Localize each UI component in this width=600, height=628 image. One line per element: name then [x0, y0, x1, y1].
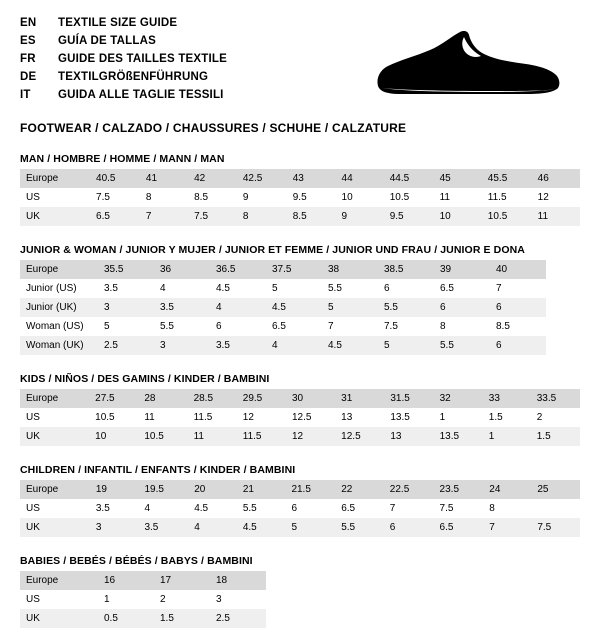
table-cell: 1.5 — [488, 412, 503, 423]
row-label: US — [26, 192, 40, 203]
table-cell: 8 — [237, 207, 287, 226]
table-cell: 3 — [216, 594, 222, 605]
table-cell: 0.5 — [98, 609, 154, 628]
table-cell: 7.5 — [96, 192, 110, 203]
table-cell: 11.5 — [487, 192, 507, 203]
table-row — [20, 389, 580, 408]
table-cell: 36 — [154, 260, 210, 279]
section-title: CHILDREN / INFANTIL / ENFANTS / KINDER / BAMBINI — [20, 464, 296, 476]
table-row — [20, 609, 266, 628]
dress-shoe-icon — [372, 30, 562, 105]
table-cell: 11 — [188, 427, 237, 446]
table-cell: 40.5 — [90, 169, 140, 188]
language-code: EN — [20, 17, 37, 29]
row-label: US — [26, 503, 40, 514]
table-row — [20, 336, 546, 355]
table-cell: 7 — [496, 283, 502, 294]
row-label: Junior (UK) — [20, 298, 98, 317]
row-label: US — [26, 594, 40, 605]
table-cell: 8 — [489, 503, 495, 514]
table-cell: 33 — [483, 389, 531, 408]
table-cell: 13 — [341, 412, 353, 423]
language-code: IT — [20, 89, 31, 101]
table-cell: 6 — [291, 503, 297, 514]
table-cell: 39 — [434, 260, 490, 279]
table-cell: 19.5 — [138, 480, 188, 499]
table-cell: 28 — [138, 389, 187, 408]
document-header — [20, 14, 580, 105]
language-title: TEXTILE SIZE GUIDE — [58, 17, 178, 29]
table-row — [20, 499, 580, 518]
table-cell: 6.5 — [90, 207, 140, 226]
table-cell — [531, 499, 580, 518]
table-cell: 45 — [434, 169, 482, 188]
table-cell: 10.5 — [482, 207, 532, 226]
table-row — [20, 207, 580, 226]
table-cell: 4 — [210, 298, 266, 317]
table-cell: 19 — [90, 480, 139, 499]
table-cell: 31.5 — [384, 389, 433, 408]
table-cell: 42.5 — [237, 169, 287, 188]
row-label: UK — [20, 518, 90, 537]
table-cell: 23.5 — [434, 480, 484, 499]
row-label: UK — [20, 427, 89, 446]
section-junior-woman — [20, 244, 580, 355]
table-cell: 7.5 — [439, 503, 454, 514]
language-code: ES — [20, 35, 36, 47]
table-cell: 41 — [140, 169, 188, 188]
table-cell: 7.5 — [384, 321, 398, 332]
table-row — [20, 518, 580, 537]
table-cell: 5.5 — [335, 518, 384, 537]
table-row — [20, 298, 546, 317]
table-cell: 10 — [434, 207, 482, 226]
table-cell: 4 — [160, 283, 166, 294]
language-row — [20, 50, 227, 68]
table-cell: 35.5 — [98, 260, 154, 279]
table-cell: 20 — [188, 480, 237, 499]
size-table-kids — [20, 389, 580, 446]
section-children — [20, 464, 580, 537]
table-cell: 10.5 — [138, 427, 187, 446]
table-cell: 18 — [210, 571, 266, 590]
table-cell: 46 — [532, 169, 580, 188]
table-cell: 10.5 — [389, 192, 410, 203]
table-cell: 42 — [188, 169, 237, 188]
table-cell: 13.5 — [434, 427, 483, 446]
table-cell: 3 — [154, 336, 210, 355]
language-title: GUIDE DES TAILLES TEXTILE — [58, 53, 227, 65]
table-cell: 6 — [490, 298, 546, 317]
language-row — [20, 14, 227, 32]
table-cell: 1.5 — [531, 427, 580, 446]
table-cell: 8 — [145, 192, 152, 203]
table-cell: 31 — [335, 389, 384, 408]
table-cell: 9 — [336, 207, 384, 226]
table-cell: 6.5 — [272, 321, 286, 332]
table-cell: 1 — [439, 412, 446, 423]
table-cell: 2.5 — [210, 609, 266, 628]
table-cell: 5.5 — [242, 503, 257, 514]
table-cell: 30 — [286, 389, 335, 408]
table-cell: 11 — [439, 192, 450, 203]
table-cell: 4.5 — [216, 283, 230, 294]
table-cell: 25 — [531, 480, 580, 499]
table-cell: 2.5 — [98, 336, 154, 355]
table-cell: 33.5 — [531, 389, 580, 408]
language-row — [20, 32, 227, 50]
row-label: Europe — [20, 571, 98, 590]
language-code: FR — [20, 53, 36, 65]
row-label: US — [26, 412, 40, 423]
table-cell: 45.5 — [482, 169, 532, 188]
table-row — [20, 408, 580, 427]
row-label: Europe — [20, 260, 98, 279]
section-title: KIDS / NIÑOS / DES GAMINS / KINDER / BAMBINI — [20, 373, 270, 385]
table-cell: 4 — [188, 518, 237, 537]
table-cell: 8.5 — [287, 207, 336, 226]
table-cell: 3 — [90, 518, 139, 537]
section-man — [20, 153, 580, 226]
table-cell: 21 — [237, 480, 286, 499]
table-cell: 4.5 — [237, 518, 286, 537]
section-title: MAN / HOMBRE / HOMME / MANN / MAN — [20, 153, 225, 165]
language-code: DE — [20, 71, 37, 83]
table-cell: 5.5 — [378, 298, 434, 317]
table-cell: 9 — [242, 192, 249, 203]
table-cell: 6 — [216, 321, 222, 332]
table-row — [20, 571, 266, 590]
table-cell: 4 — [144, 503, 151, 514]
table-cell: 4 — [266, 336, 322, 355]
table-cell: 3.5 — [154, 298, 210, 317]
table-cell: 6.5 — [341, 503, 356, 514]
table-cell: 11.5 — [237, 427, 286, 446]
table-cell: 13.5 — [390, 412, 410, 423]
table-cell: 5 — [322, 298, 378, 317]
table-cell: 9.5 — [384, 207, 434, 226]
table-cell: 11 — [532, 207, 580, 226]
size-table-junior-woman — [20, 260, 546, 355]
table-cell: 22 — [335, 480, 384, 499]
table-cell: 7 — [483, 518, 531, 537]
row-label: UK — [20, 207, 90, 226]
table-cell: 6 — [384, 518, 434, 537]
table-row — [20, 279, 546, 298]
table-cell: 4.5 — [322, 336, 378, 355]
table-row — [20, 260, 546, 279]
row-label: Europe — [20, 389, 89, 408]
table-cell: 2 — [536, 412, 543, 423]
table-cell: 6 — [434, 298, 490, 317]
section-kids — [20, 373, 580, 446]
language-row — [20, 86, 227, 104]
table-cell: 2 — [160, 594, 166, 605]
table-cell: 40 — [490, 260, 546, 279]
table-cell: 3.5 — [210, 336, 266, 355]
table-cell: 8 — [440, 321, 446, 332]
table-cell: 5 — [104, 321, 110, 332]
table-cell: 6.5 — [434, 518, 484, 537]
table-row — [20, 480, 580, 499]
table-cell: 29.5 — [237, 389, 286, 408]
table-cell: 12 — [286, 427, 335, 446]
table-cell: 44.5 — [384, 169, 434, 188]
table-cell: 24 — [483, 480, 531, 499]
language-title-list — [20, 14, 227, 104]
section-title: BABIES / BEBÉS / BÉBÉS / BABYS / BAMBINI — [20, 555, 253, 567]
language-title: TEXTILGRÖßENFÜHRUNG — [58, 71, 209, 83]
table-cell: 5.5 — [328, 283, 342, 294]
category-heading: FOOTWEAR / CALZADO / CHAUSSURES / SCHUHE / CALZATURE — [20, 121, 407, 135]
table-cell: 1 — [104, 594, 110, 605]
table-cell: 6.5 — [440, 283, 454, 294]
table-row — [20, 427, 580, 446]
table-cell: 44 — [336, 169, 384, 188]
table-cell: 1 — [483, 427, 531, 446]
language-row — [20, 68, 227, 86]
table-row — [20, 317, 546, 336]
table-cell: 7.5 — [531, 518, 580, 537]
table-cell: 3.5 — [104, 283, 118, 294]
table-cell: 6 — [490, 336, 546, 355]
table-cell: 5 — [285, 518, 335, 537]
row-label: Europe — [20, 480, 90, 499]
table-cell: 7.5 — [188, 207, 237, 226]
table-cell: 4.5 — [194, 503, 209, 514]
table-cell: 37.5 — [266, 260, 322, 279]
size-table-man — [20, 169, 580, 226]
table-cell: 27.5 — [89, 389, 138, 408]
table-cell: 16 — [98, 571, 154, 590]
table-cell: 3 — [98, 298, 154, 317]
language-title: GUIDA ALLE TAGLIE TESSILI — [58, 89, 224, 101]
table-cell: 32 — [434, 389, 483, 408]
table-row — [20, 188, 580, 207]
table-cell: 10 — [89, 427, 138, 446]
table-cell: 6 — [384, 283, 390, 294]
table-cell: 7 — [328, 321, 334, 332]
row-label: Woman (UK) — [20, 336, 98, 355]
row-label: Woman (US) — [26, 321, 84, 332]
size-table-children — [20, 480, 580, 537]
row-label: UK — [20, 609, 98, 628]
table-cell: 8.5 — [194, 192, 209, 203]
table-cell: 10 — [341, 192, 353, 203]
section-babies — [20, 555, 580, 628]
table-cell: 21.5 — [285, 480, 335, 499]
table-cell: 7 — [389, 503, 396, 514]
table-cell: 43 — [287, 169, 336, 188]
table-cell: 11.5 — [193, 412, 213, 423]
table-cell: 17 — [154, 571, 210, 590]
table-cell: 28.5 — [188, 389, 237, 408]
table-cell: 9.5 — [292, 192, 307, 203]
table-cell: 12.5 — [335, 427, 384, 446]
table-cell: 22.5 — [384, 480, 434, 499]
table-cell: 3.5 — [138, 518, 188, 537]
table-cell: 11 — [144, 412, 155, 423]
table-cell: 13 — [384, 427, 433, 446]
table-row — [20, 169, 580, 188]
table-cell: 12.5 — [291, 412, 312, 423]
table-cell: 10.5 — [95, 412, 115, 423]
table-cell: 38.5 — [378, 260, 434, 279]
table-cell: 12 — [242, 412, 254, 423]
table-cell: 36.5 — [210, 260, 266, 279]
table-cell: 5.5 — [160, 321, 174, 332]
language-title: GUÍA DE TALLAS — [58, 35, 156, 47]
table-cell: 5 — [378, 336, 434, 355]
section-title: JUNIOR & WOMAN / JUNIOR Y MUJER / JUNIOR ET FEMME / JUNIOR UND FRAU / JUNIOR E DONA — [20, 244, 525, 256]
table-cell: 12 — [537, 192, 549, 203]
table-cell: 1.5 — [154, 609, 210, 628]
table-cell: 38 — [322, 260, 378, 279]
row-label: Europe — [20, 169, 90, 188]
table-cell: 5 — [272, 283, 278, 294]
table-cell: 4.5 — [266, 298, 322, 317]
row-label: Junior (US) — [26, 283, 77, 294]
table-cell: 7 — [140, 207, 188, 226]
table-cell: 8.5 — [496, 321, 510, 332]
table-cell: 3.5 — [95, 503, 110, 514]
table-cell: 5.5 — [434, 336, 490, 355]
